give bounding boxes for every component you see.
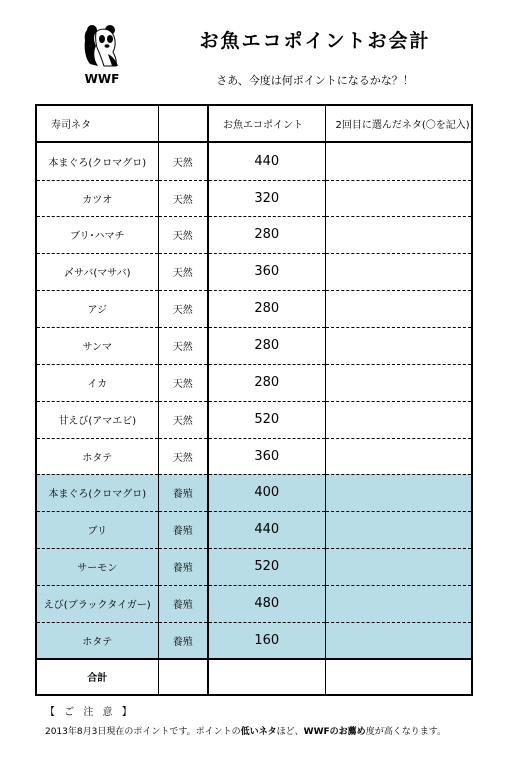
sushi-type: 養殖 — [158, 548, 208, 585]
sushi-type: 天然 — [158, 327, 208, 364]
second-choice-cell[interactable] — [325, 548, 472, 585]
notice-text — [45, 724, 446, 737]
table-row — [36, 585, 472, 622]
total-type-cell — [158, 659, 208, 695]
second-choice-cell[interactable] — [325, 327, 472, 364]
second-choice-cell[interactable] — [325, 438, 472, 474]
points-table — [35, 104, 473, 696]
logo-text: WWF — [84, 72, 120, 86]
table-row — [36, 511, 472, 548]
sushi-name: アジ — [36, 290, 158, 327]
sushi-points: 280 — [208, 364, 325, 401]
table-row — [36, 438, 472, 474]
sushi-name: 本まぐろ(クロマグロ) — [36, 474, 158, 511]
second-choice-cell[interactable] — [325, 216, 472, 253]
total-row — [36, 659, 472, 695]
total-label: 合計 — [36, 659, 158, 695]
notice-title: 【 ご 注 意 】 — [45, 707, 135, 718]
sushi-type: 養殖 — [158, 511, 208, 548]
sushi-name: ブリ — [36, 511, 158, 548]
notice-text-part2: ほど、 — [276, 727, 304, 737]
sushi-points: 520 — [208, 548, 325, 585]
notice-text-part1: 2013年8月3日現在のポイントです。ポイントの — [45, 727, 241, 737]
sushi-points: 520 — [208, 401, 325, 438]
table-row — [36, 142, 472, 180]
sushi-type: 天然 — [158, 438, 208, 474]
second-choice-cell[interactable] — [325, 401, 472, 438]
sushi-type: 養殖 — [158, 622, 208, 659]
table-row — [36, 401, 472, 438]
panda-icon — [82, 24, 122, 68]
sushi-type: 天然 — [158, 142, 208, 180]
second-choice-cell[interactable] — [325, 142, 472, 180]
sushi-type: 天然 — [158, 216, 208, 253]
sushi-name: カツオ — [36, 180, 158, 216]
table-header-row — [36, 105, 472, 142]
table-row — [36, 622, 472, 659]
sushi-name: 〆サバ(マサバ) — [36, 253, 158, 290]
notice-text-part3: 度が高くなります。 — [365, 727, 446, 737]
second-choice-cell[interactable] — [325, 511, 472, 548]
sushi-points: 280 — [208, 290, 325, 327]
sushi-name: 甘えび(アマエビ) — [36, 401, 158, 438]
sushi-type: 天然 — [158, 364, 208, 401]
table-row — [36, 474, 472, 511]
total-second-choice-cell[interactable] — [325, 659, 472, 695]
sushi-name: サンマ — [36, 327, 158, 364]
sushi-points: 480 — [208, 585, 325, 622]
table-row — [36, 180, 472, 216]
table-row — [36, 216, 472, 253]
sushi-points: 280 — [208, 327, 325, 364]
page-subtitle: さあ、今度は何ポイントになるかな？！ — [216, 74, 414, 87]
second-choice-cell[interactable] — [325, 622, 472, 659]
sushi-name: ブリ･ハマチ — [36, 216, 158, 253]
sushi-points: 280 — [208, 216, 325, 253]
sushi-points: 400 — [208, 474, 325, 511]
sushi-name: えび(ブラックタイガー) — [36, 585, 158, 622]
table-row — [36, 327, 472, 364]
notice-bold2: WWFのお薦め — [303, 727, 366, 737]
sushi-type: 天然 — [158, 180, 208, 216]
sushi-points: 320 — [208, 180, 325, 216]
sushi-type: 天然 — [158, 401, 208, 438]
table-row — [36, 364, 472, 401]
table-row — [36, 548, 472, 585]
sushi-name: サーモン — [36, 548, 158, 585]
sushi-points: 160 — [208, 622, 325, 659]
table-row — [36, 290, 472, 327]
sushi-points: 360 — [208, 253, 325, 290]
sushi-points: 360 — [208, 438, 325, 474]
wwf-logo — [78, 24, 126, 86]
header-type — [158, 105, 208, 142]
header-points: お魚エコポイント — [208, 105, 325, 142]
sushi-type: 養殖 — [158, 474, 208, 511]
total-points-cell[interactable] — [208, 659, 325, 695]
sushi-type: 養殖 — [158, 585, 208, 622]
table-row — [36, 253, 472, 290]
header-sushi: 寿司ネタ — [36, 105, 158, 142]
sushi-name: イカ — [36, 364, 158, 401]
second-choice-cell[interactable] — [325, 585, 472, 622]
second-choice-cell[interactable] — [325, 474, 472, 511]
page-title: お魚エコポイントお会計 — [199, 30, 431, 52]
second-choice-cell[interactable] — [325, 364, 472, 401]
second-choice-cell[interactable] — [325, 290, 472, 327]
second-choice-cell[interactable] — [325, 180, 472, 216]
second-choice-cell[interactable] — [325, 253, 472, 290]
sushi-name: ホタテ — [36, 438, 158, 474]
sushi-type: 天然 — [158, 290, 208, 327]
sushi-points: 440 — [208, 511, 325, 548]
sushi-name: 本まぐろ(クロマグロ) — [36, 142, 158, 180]
sushi-points: 440 — [208, 142, 325, 180]
notice-bold1: 低いネタ — [240, 727, 277, 737]
sushi-type: 天然 — [158, 253, 208, 290]
sushi-name: ホタテ — [36, 622, 158, 659]
header-second-choice: 2回目に選んだネタ(〇を記入) — [325, 105, 472, 142]
